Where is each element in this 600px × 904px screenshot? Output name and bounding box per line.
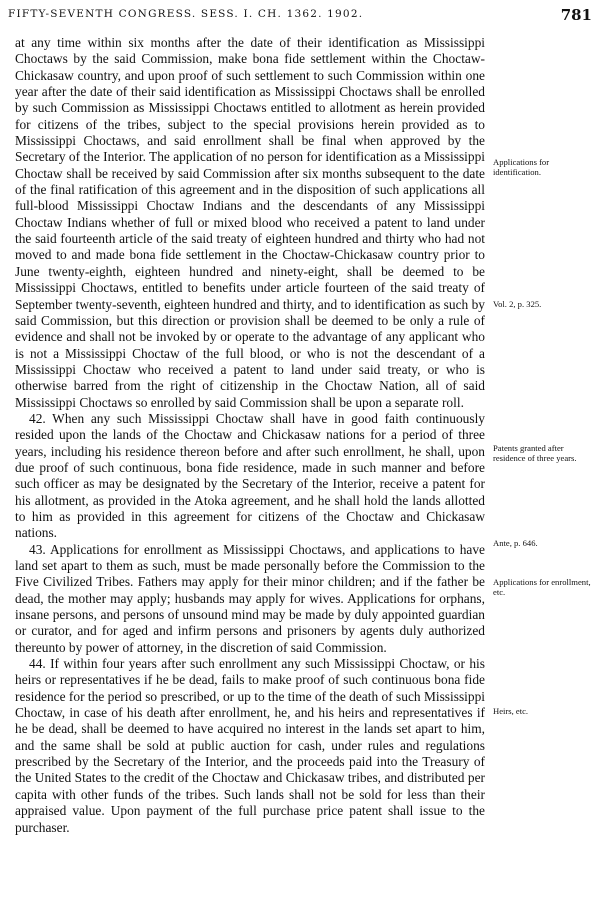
main-text	[15, 35, 485, 836]
page-number: 781	[560, 6, 592, 24]
paragraph-continuation: at any time within six months after the date of their identification as Mississippi Choctaws by the said Commission, make bona fide settlement within the Choctaw-Chickasaw country, and upon proof of such settlement to such Commission within one year after the date of their said identification as Mississippi Choctaws shall be enrolled by such Commission as Mississippi Choctaws entitled to allotment as herein provided for citizens of the tribes, subject to the special provisions herein provided as to Mississippi Choctaws, and said enrollment shall be final when approved by the Secretary of the Interior. The application of no person for identification as a Mississippi Choctaw shall be received by said Commission after six months subsequent to the date of the final ratification of this agreement and in the disposition of such applications all full-blood Mississippi Choctaw Indians and the descendants of any Mississippi Choctaw Indians whether of full or mixed blood who received a patent to land under the said fourteenth article of the said treaty of eighteen hundred and thirty who had not moved to and made bona fide settlement in the Choctaw-Chickasaw country prior to June twenty-eighth, eighteen hundred and ninety-eight, shall be deemed to be Mississippi Choctaws, entitled to benefits under article fourteen of the said treaty of September twenty-seventh, eighteen hundred and thirty, and to identification as such by said Commission, but this direction or provision shall be deemed to be only a rule of evidence and shall not be invoked by or operate to the advantage of any applicant who is not a Mississippi Choctaw of the full blood, or who is not the descendant of a Mississippi Choctaw who received a patent to land under said treaty, or who is otherwise barred from the right of citizenship in the Choctaw Nation, all of said Mississippi Choctaws so enrolled by said Commission shall be upon a separate roll.	[15, 35, 485, 410]
paragraph-section-44: 44. If within four years after such enrollment any such Mississippi Choctaw, or his heirs or representatives if he be dead, fails to make proof of such continuous bona fide residence for the period so prescribed, or up to the time of the death of such Mississippi Choctaw, in case of his death after enrollment, he, and his heirs and representatives if he be dead, shall be deemed to have acquired no interest in the lands set apart to him, and the same shall be sold at public auction for cash, under rules and regulations prescribed by the Secretary of the Interior, and the proceeds paid into the Treasury of the United States to the credit of the Choctaw and Chickasaw tribes, and distributed per capita with other funds of the tribes. Such lands shall not be sold for less than their appraised value. Upon payment of the full purchase price patent shall issue to the purchaser.	[15, 656, 485, 835]
margin-note-applications-identification: Applications for identification.	[493, 157, 550, 177]
page-header	[8, 6, 592, 22]
running-head: FIFTY-SEVENTH CONGRESS. SESS. I. CH. 1362. 1902.	[8, 8, 364, 20]
margin-note-heirs: Heirs, etc.	[493, 706, 529, 716]
margin-note-patents-granted: Patents granted after residence of three years.	[493, 443, 577, 463]
paragraph-section-42: 42. When any such Mississippi Choctaw shall have in good faith continuously resided upon the lands of the Choctaw and Chickasaw nations for a period of three years, including his residence thereon before and after such enrollment, he shall, upon due proof of such continuous, bona fide residence, made in such manner and before such officer as may be designated by the Secretary of the Interior, receive a patent for his allotment, as provided in the Atoka agreement, and he shall hold the lands allotted to him as provided in this agreement for citizens of the Choctaw and Chickasaw nations.	[15, 410, 485, 541]
paragraph-section-43: 43. Applications for enrollment as Mississippi Choctaws, and applications to have land set apart to them as such, must be made personally before the Commission to the Five Civilized Tribes. Fathers may apply for their minor children; and if the father be dead, the mother may apply; husbands may apply for wives. Applications for orphans, insane persons, and persons of unsound mind may be made by duly appointed guardian or curator, and for aged and infirm persons and prisoners by agents duly authorized thereunto by power of attorney, in the discretion of said Commission.	[15, 541, 485, 655]
margin-note-applications-enrollment: Applications for enrollment, etc.	[493, 577, 591, 597]
margin-note-ante-reference: Ante, p. 646.	[493, 538, 538, 548]
margin-note-vol-reference: Vol. 2, p. 325.	[493, 299, 542, 309]
